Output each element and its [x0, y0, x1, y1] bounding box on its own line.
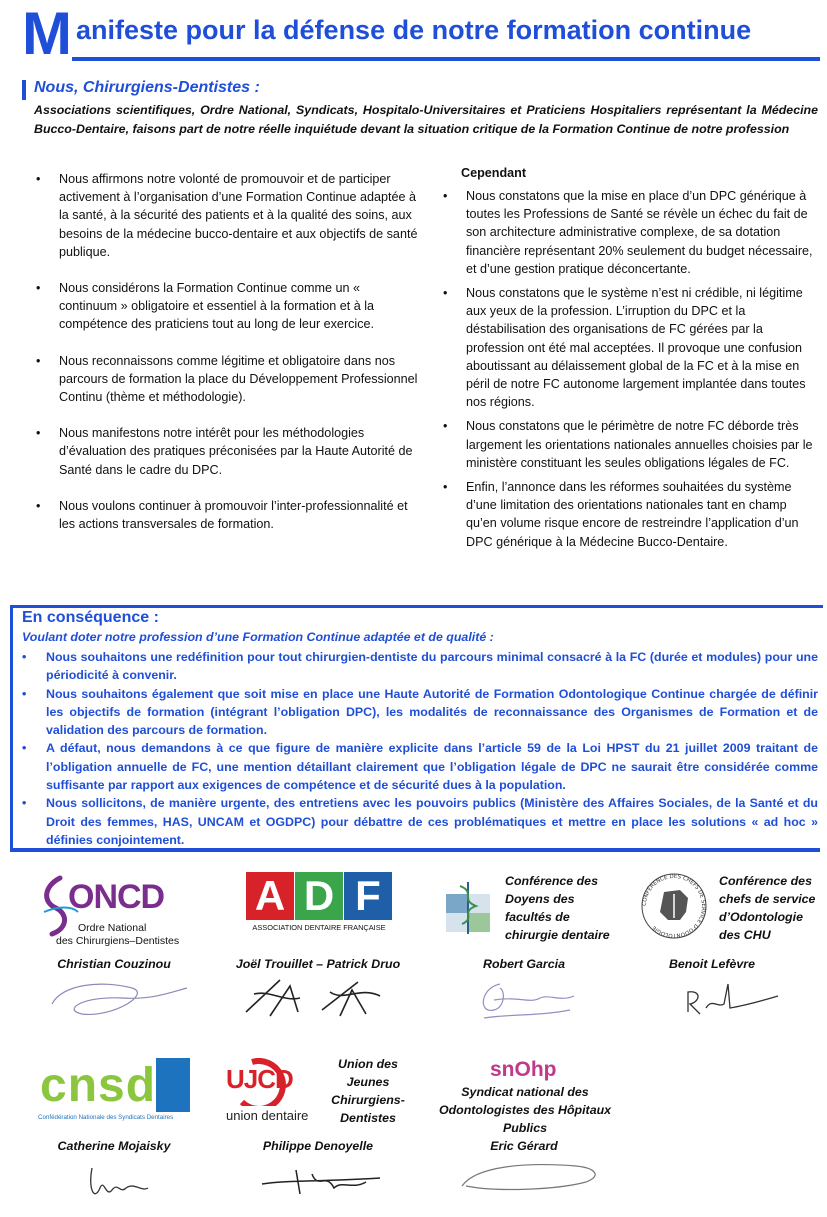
right-column — [441, 165, 819, 557]
oncd-logo-sub2: des Chirurgiens–Dentistes — [56, 935, 180, 947]
doyens-desc-line: Doyens des — [505, 892, 575, 906]
signature-cnsd — [84, 1158, 154, 1208]
doyens-desc-line: chirurgie dentaire — [505, 928, 610, 942]
list-item: • Nous constatons que le périmètre de notre FC déborde très largement les orientations nationales annuelles choisies par le ministère constituant les seules obligations légales de FC. — [441, 417, 819, 472]
cependant-heading: Cependant — [461, 166, 527, 180]
cnsd-logo-sub: Confédération Nationale des Syndicats Dentaires — [38, 1114, 174, 1121]
list-item: • Nous considérons la Formation Continue comme un « continuum » obligatoire et essentiel à la formation et à la compétence des praticiens tout au long de leur exercice. — [34, 279, 418, 334]
list-item: • Nous manifestons notre intérêt pour les méthodologies d’évaluation des pratiques préconisées par la Haute Autorité de Santé dans le cadre du DPC. — [34, 424, 418, 479]
snohp-desc-line: Syndicat national des — [461, 1085, 589, 1099]
title-initial: M — [22, 0, 72, 67]
signature-chefs — [682, 978, 782, 1022]
ujcd-logo-text: UJCD — [226, 1064, 293, 1094]
ujcd-desc-line: Jeunes — [346, 1075, 390, 1089]
signature-snohp — [456, 1156, 606, 1200]
demands-list — [22, 648, 818, 849]
chefs-desc-line: d’Odontologie — [719, 910, 803, 924]
ujcd-desc-line: Chirurgiens- — [331, 1093, 405, 1107]
list-item: • A défaut, nous demandons à ce que figure de manière explicite dans l’article 59 de la Loi HPST du 21 juillet 2009 traitant de l’obligation annuelle de FC, une mention détaillant clairement que l’obligation légale de DPC ne saurait être considérée comme suffisante par rapport aux exigences de compétence et de sécurité dues à la population. — [22, 739, 818, 794]
signatory-name-snohp: Eric Gérard — [490, 1139, 558, 1153]
signature-ujcd — [256, 1160, 386, 1200]
snohp-description — [430, 1083, 620, 1137]
snohp-desc-line: Publics — [502, 1121, 548, 1135]
oncd-logo-sub1: Ordre National — [78, 922, 147, 934]
consequence-heading: En conséquence : — [22, 609, 159, 626]
svg-text:CONFÉRENCE DES CHEFS DE SERVIC: CONFÉRENCE DES CHEFS DE SERVICE D'ODONTOLOGIE — [641, 873, 707, 939]
adf-logo — [246, 872, 394, 934]
page-title: anifeste pour la défense de notre formation continue — [76, 15, 752, 45]
oncd-logo — [38, 872, 188, 952]
left-column — [34, 170, 418, 551]
signature-adf — [240, 972, 390, 1024]
ujcd-desc-line: Dentistes — [340, 1111, 396, 1125]
cnsd-logo-text: cnsd — [40, 1059, 157, 1112]
list-item: • Nous voulons continuer à promouvoir l’inter-professionnalité et les actions transversales de formation. — [34, 497, 418, 533]
signatory-name-cnsd: Catherine Mojaisky — [57, 1139, 171, 1153]
signatory-name-chefs: Benoit Lefèvre — [668, 957, 756, 971]
doyens-description — [505, 872, 610, 944]
list-item: • Nous affirmons notre volonté de promouvoir et de participer activement à l’organisation d’une Formation Continue adaptée à la santé, à la sécurité des patients et à la qualité des soins, aux besoins de la médecine bucco-dentaire et aux objectifs de santé publique. — [34, 170, 418, 261]
caduceus-icon — [440, 876, 496, 936]
signatory-name-adf: Joël Trouillet – Patrick Druo — [235, 957, 401, 971]
snohp-logo-text: snOhp — [490, 1058, 557, 1081]
ujcd-logo-sub: union dentaire — [226, 1108, 309, 1123]
adf-letter-f: F — [344, 872, 392, 920]
chefs-desc-line: chefs de service — [719, 892, 816, 906]
doyens-desc-line: Conférence des — [505, 874, 598, 888]
ujcd-desc-line: Union des — [338, 1057, 398, 1071]
intro-text: Associations scientifiques, Ordre National, Syndicats, Hospitalo-Universitaires et Praticiens Hospitaliers représentant la Médecine Bucco-Dentaire, faisons part de notre réelle inquiétude devant la situation critique de la Formation Continue de notre profession — [34, 103, 818, 136]
list-item: • Nous souhaitons une redéfinition pour tout chirurgien-dentiste du parcours minimal consacré à la FC (durée et modules) pour une périodicité à convenir. — [22, 648, 818, 685]
chefs-description — [719, 872, 815, 944]
ujcd-description — [322, 1055, 414, 1127]
signatory-name-oncd: Christian Couzinou — [57, 957, 171, 971]
list-item: • Nous souhaitons également que soit mise en place une Haute Autorité de Formation Odontologique Continue chargée de définir les objectifs de formation (intégrant l’obligation DPC), les modalités de reconnaissance des Organismes de Formation et de validation des parcours de formation. — [22, 685, 818, 740]
adf-logo-sub: ASSOCIATION DENTAIRE FRANÇAISE — [252, 923, 386, 932]
list-item: • Nous reconnaissons comme légitime et obligatoire dans nos parcours de formation la place du Développement Professionnel Continu (thème et méthodologie). — [34, 352, 418, 407]
signature-doyens — [470, 974, 580, 1022]
signatory-name-doyens: Robert Garcia — [483, 957, 565, 971]
chefs-desc-line: Conférence des — [719, 874, 812, 888]
intro-heading: Nous, Chirurgiens-Dentistes : — [34, 79, 260, 96]
chefs-desc-line: des CHU — [719, 928, 771, 942]
title-underline — [72, 57, 820, 61]
list-item: • Enfin, l’annonce dans les réformes souhaitées du système d’une limitation des orientations nationales tant en champ qu’en volume risque encore de restreindre l’application d’un DPC générique à la Médecine Bucco-Dentaire. — [441, 478, 819, 551]
signatory-name-ujcd: Philippe Denoyelle — [262, 1139, 374, 1153]
oncd-logo-text: ONCD — [68, 878, 165, 916]
adf-letter-d: D — [295, 872, 343, 920]
constats-list — [441, 187, 819, 551]
ujcd-logo — [222, 1058, 326, 1124]
signature-oncd — [42, 974, 192, 1024]
adf-letter-a: A — [246, 872, 294, 920]
france-map-seal-icon — [640, 872, 708, 940]
list-item: • Nous sollicitons, de manière urgente, des entretiens avec les pouvoirs publics (Ministère des Affaires Sociales, de la Santé et du Droit des femmes, HAS, UNCAM et OGDPC) pour débattre de ces problématiques et mettre en place les solutions « ad hoc » définies conjointement. — [22, 794, 818, 849]
cnsd-blue-block — [156, 1058, 190, 1112]
affirmations-list — [34, 170, 418, 533]
consequence-intro: Voulant doter notre profession d’une Formation Continue adaptée et de qualité : — [22, 630, 494, 644]
list-item: • Nous constatons que le système n’est ni crédible, ni légitime aux yeux de la profession. L’irruption du DPC et la déstabilisation des organisations de FC gérées par la profession ont été mal acceptées. Il provoque une confusion aboutissant au délaissement global de la FC et à la mise en péril de notre FC autonome largement implantée dans toutes nos régions. — [441, 284, 819, 411]
snohp-desc-line: Odontologistes des Hôpitaux — [438, 1103, 612, 1117]
chefs-seal — [640, 872, 708, 940]
doyens-logo — [440, 876, 496, 936]
doyens-desc-line: facultés de — [505, 910, 570, 924]
cnsd-logo — [38, 1058, 190, 1124]
list-item: • Nous constatons que la mise en place d’un DPC générique à toutes les Professions de Santé se révèle un échec du fait de son architecture administrative complexe, de sa dotation financière représentant 20% seulement du budget nécessaire, et d’une gestion pratique déconcertante. — [441, 187, 819, 278]
intro-accent-bar — [22, 80, 26, 100]
